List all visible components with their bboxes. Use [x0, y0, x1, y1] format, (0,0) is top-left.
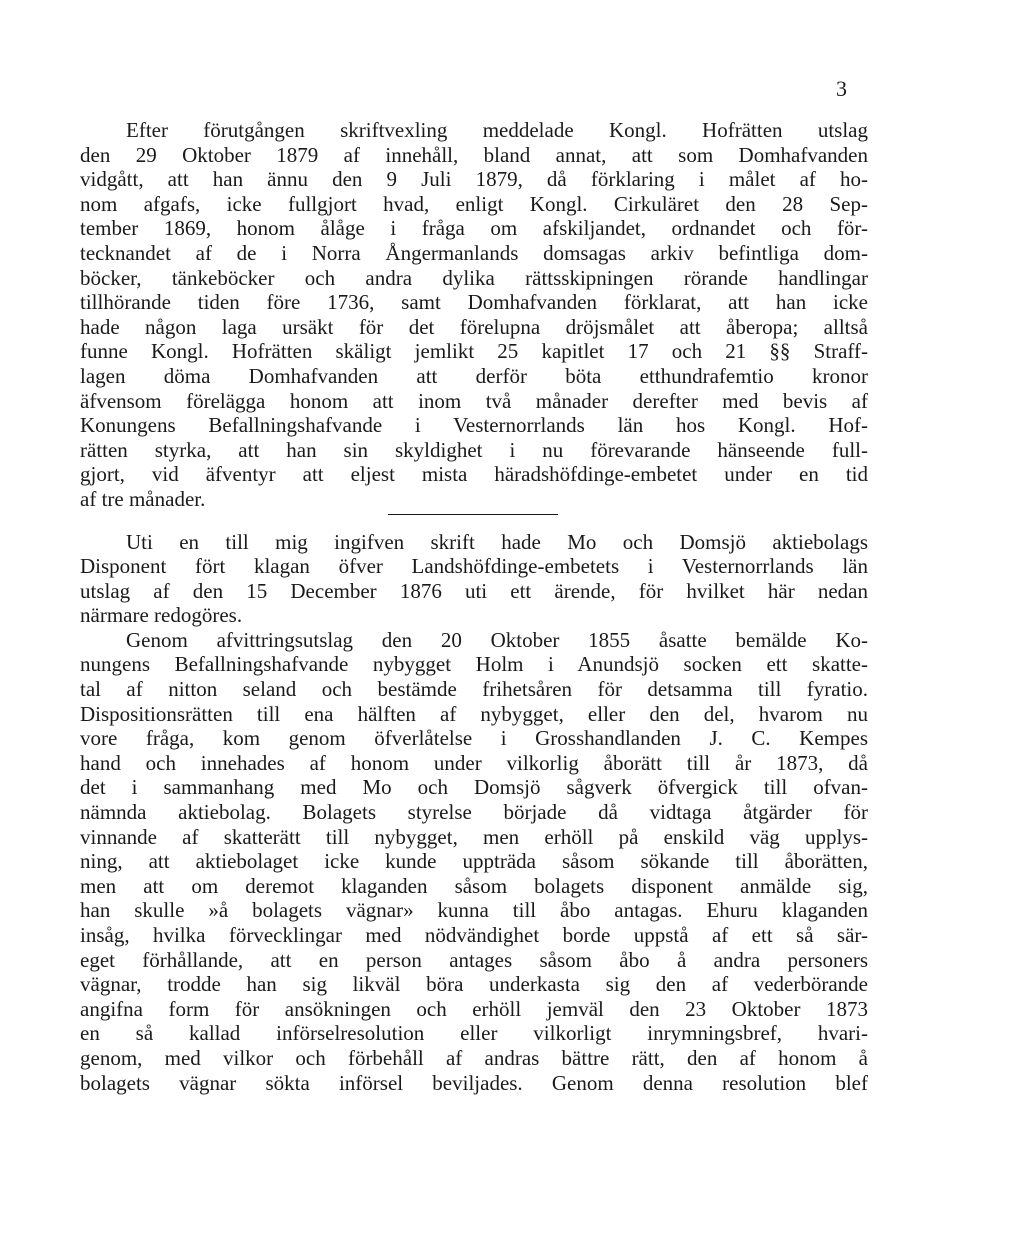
- text-line: Genom afvittringsutslag den 20 Oktober 1855 åsatte bemälde Ko-: [126, 627, 868, 652]
- text-line: den 29 Oktober 1879 af innehåll, bland annat, att som Domhafvanden: [80, 142, 868, 167]
- text-line: insåg, hvilka förvecklingar med nödvändighet borde uppstå af ett så sär-: [80, 923, 868, 947]
- text-line: tillhörande tiden före 1736, samt Domhafvanden förklarat, att han icke: [80, 290, 868, 315]
- paragraph-1: [80, 118, 868, 512]
- text-line: tal af nitton seland och bestämde frihetsåren för detsamma till fyratio.: [80, 677, 868, 702]
- page-number: 3: [836, 76, 847, 101]
- text-line: vinnande af skatterätt till nybygget, men erhöll på enskild väg upplys-: [80, 824, 868, 849]
- text-line: en så kallad införselresolution eller vilkorligt inrymningsbref, hvari-: [80, 1021, 868, 1046]
- text-line: utslag af den 15 December 1876 uti ett ärende, för hvilket här nedan: [80, 578, 868, 603]
- text-line: lagen döma Domhafvanden att derför böta etthundrafemtio kronor: [80, 363, 868, 388]
- text-line: vore fråga, kom genom öfverlåtelse i Grosshandlanden J. C. Kempes: [80, 726, 868, 751]
- text-line: hand och innehades af honom under vilkorlig åborätt till år 1873, då: [80, 750, 868, 775]
- body-text: [80, 118, 868, 1095]
- text-line: af tre månader.: [80, 486, 206, 511]
- text-line: tecknandet af de i Norra Ångermanlands domsagas arkiv befintliga dom-: [80, 240, 868, 265]
- paragraph-2: [80, 530, 868, 628]
- text-line: genom, med vilkor och förbehåll af andras bättre rätt, den af honom å: [80, 1045, 868, 1070]
- text-line: eget förhållande, att en person antages såsom åbo å andra personers: [80, 947, 868, 972]
- text-line: Disponent fört klagan öfver Landshöfdinge-embetets i Vesternorrlands län: [80, 554, 868, 579]
- text-line: men att om deremot klaganden såsom bolagets disponent anmälde sig,: [80, 873, 868, 898]
- text-line: närmare redogöres.: [80, 603, 243, 628]
- text-line: vägnar, trodde han sig likväl böra underkasta sig den af vederbörande: [80, 972, 868, 997]
- text-line: äfvensom förelägga honom att inom två månader derefter med bevis af: [80, 388, 868, 413]
- text-line: Dispositionsrätten till ena hälften af nybygget, eller den del, hvarom nu: [80, 701, 868, 726]
- text-line: nungens Befallningshafvande nybygget Holm i Anundsjö socken ett skatte-: [80, 652, 868, 677]
- text-line: Efter förutgången skriftvexling meddelade Kongl. Hofrätten utslag: [126, 118, 868, 142]
- text-line: angifna form för ansökningen och erhöll jemväl den 23 Oktober 1873: [80, 996, 868, 1021]
- text-line: rätten styrka, att han sin skyldighet i nu förevarande hänseende full-: [80, 437, 868, 462]
- text-line: Konungens Befallningshafvande i Vesternorrlands län hos Kongl. Hof-: [80, 413, 868, 438]
- text-line: bolagets vägnar sökta införsel beviljades. Genom denna resolution blef: [80, 1070, 868, 1095]
- text-line: nom afgafs, icke fullgjort hvad, enligt Kongl. Cirkuläret den 28 Sep-: [80, 191, 868, 216]
- text-line: ning, att aktiebolaget icke kunde uppträda såsom sökande till åborätten,: [80, 849, 868, 874]
- paragraph-3: [80, 628, 868, 1095]
- text-line: nämnda aktiebolag. Bolagets styrelse började då vidtaga åtgärder för: [80, 800, 868, 825]
- text-line: det i sammanhang med Mo och Domsjö sågverk öfvergick till ofvan-: [80, 775, 868, 800]
- text-line: Uti en till mig ingifven skrift hade Mo och Domsjö aktiebolags: [126, 529, 868, 554]
- text-line: funne Kongl. Hofrätten skäligt jemlikt 25 kapitlet 17 och 21 §§ Straff-: [80, 339, 868, 364]
- text-line: hade någon laga ursäkt för det förelupna dröjsmålet att åberopa; alltså: [80, 314, 868, 339]
- text-line: vidgått, att han ännu den 9 Juli 1879, då förklaring i målet af ho-: [80, 167, 868, 192]
- text-line: böcker, tänkeböcker och andra dylika rättsskipningen rörande handlingar: [80, 265, 868, 290]
- text-line: han skulle »å bolagets vägnar» kunna till åbo antagas. Ehuru klaganden: [80, 898, 868, 923]
- text-line: tember 1869, honom ålåge i fråga om afskiljandet, ordnandet och för-: [80, 216, 868, 241]
- section-divider: [388, 514, 558, 515]
- text-line: gjort, vid äfventyr att eljest mista häradshöfdinge-embetet under en tid: [80, 462, 868, 487]
